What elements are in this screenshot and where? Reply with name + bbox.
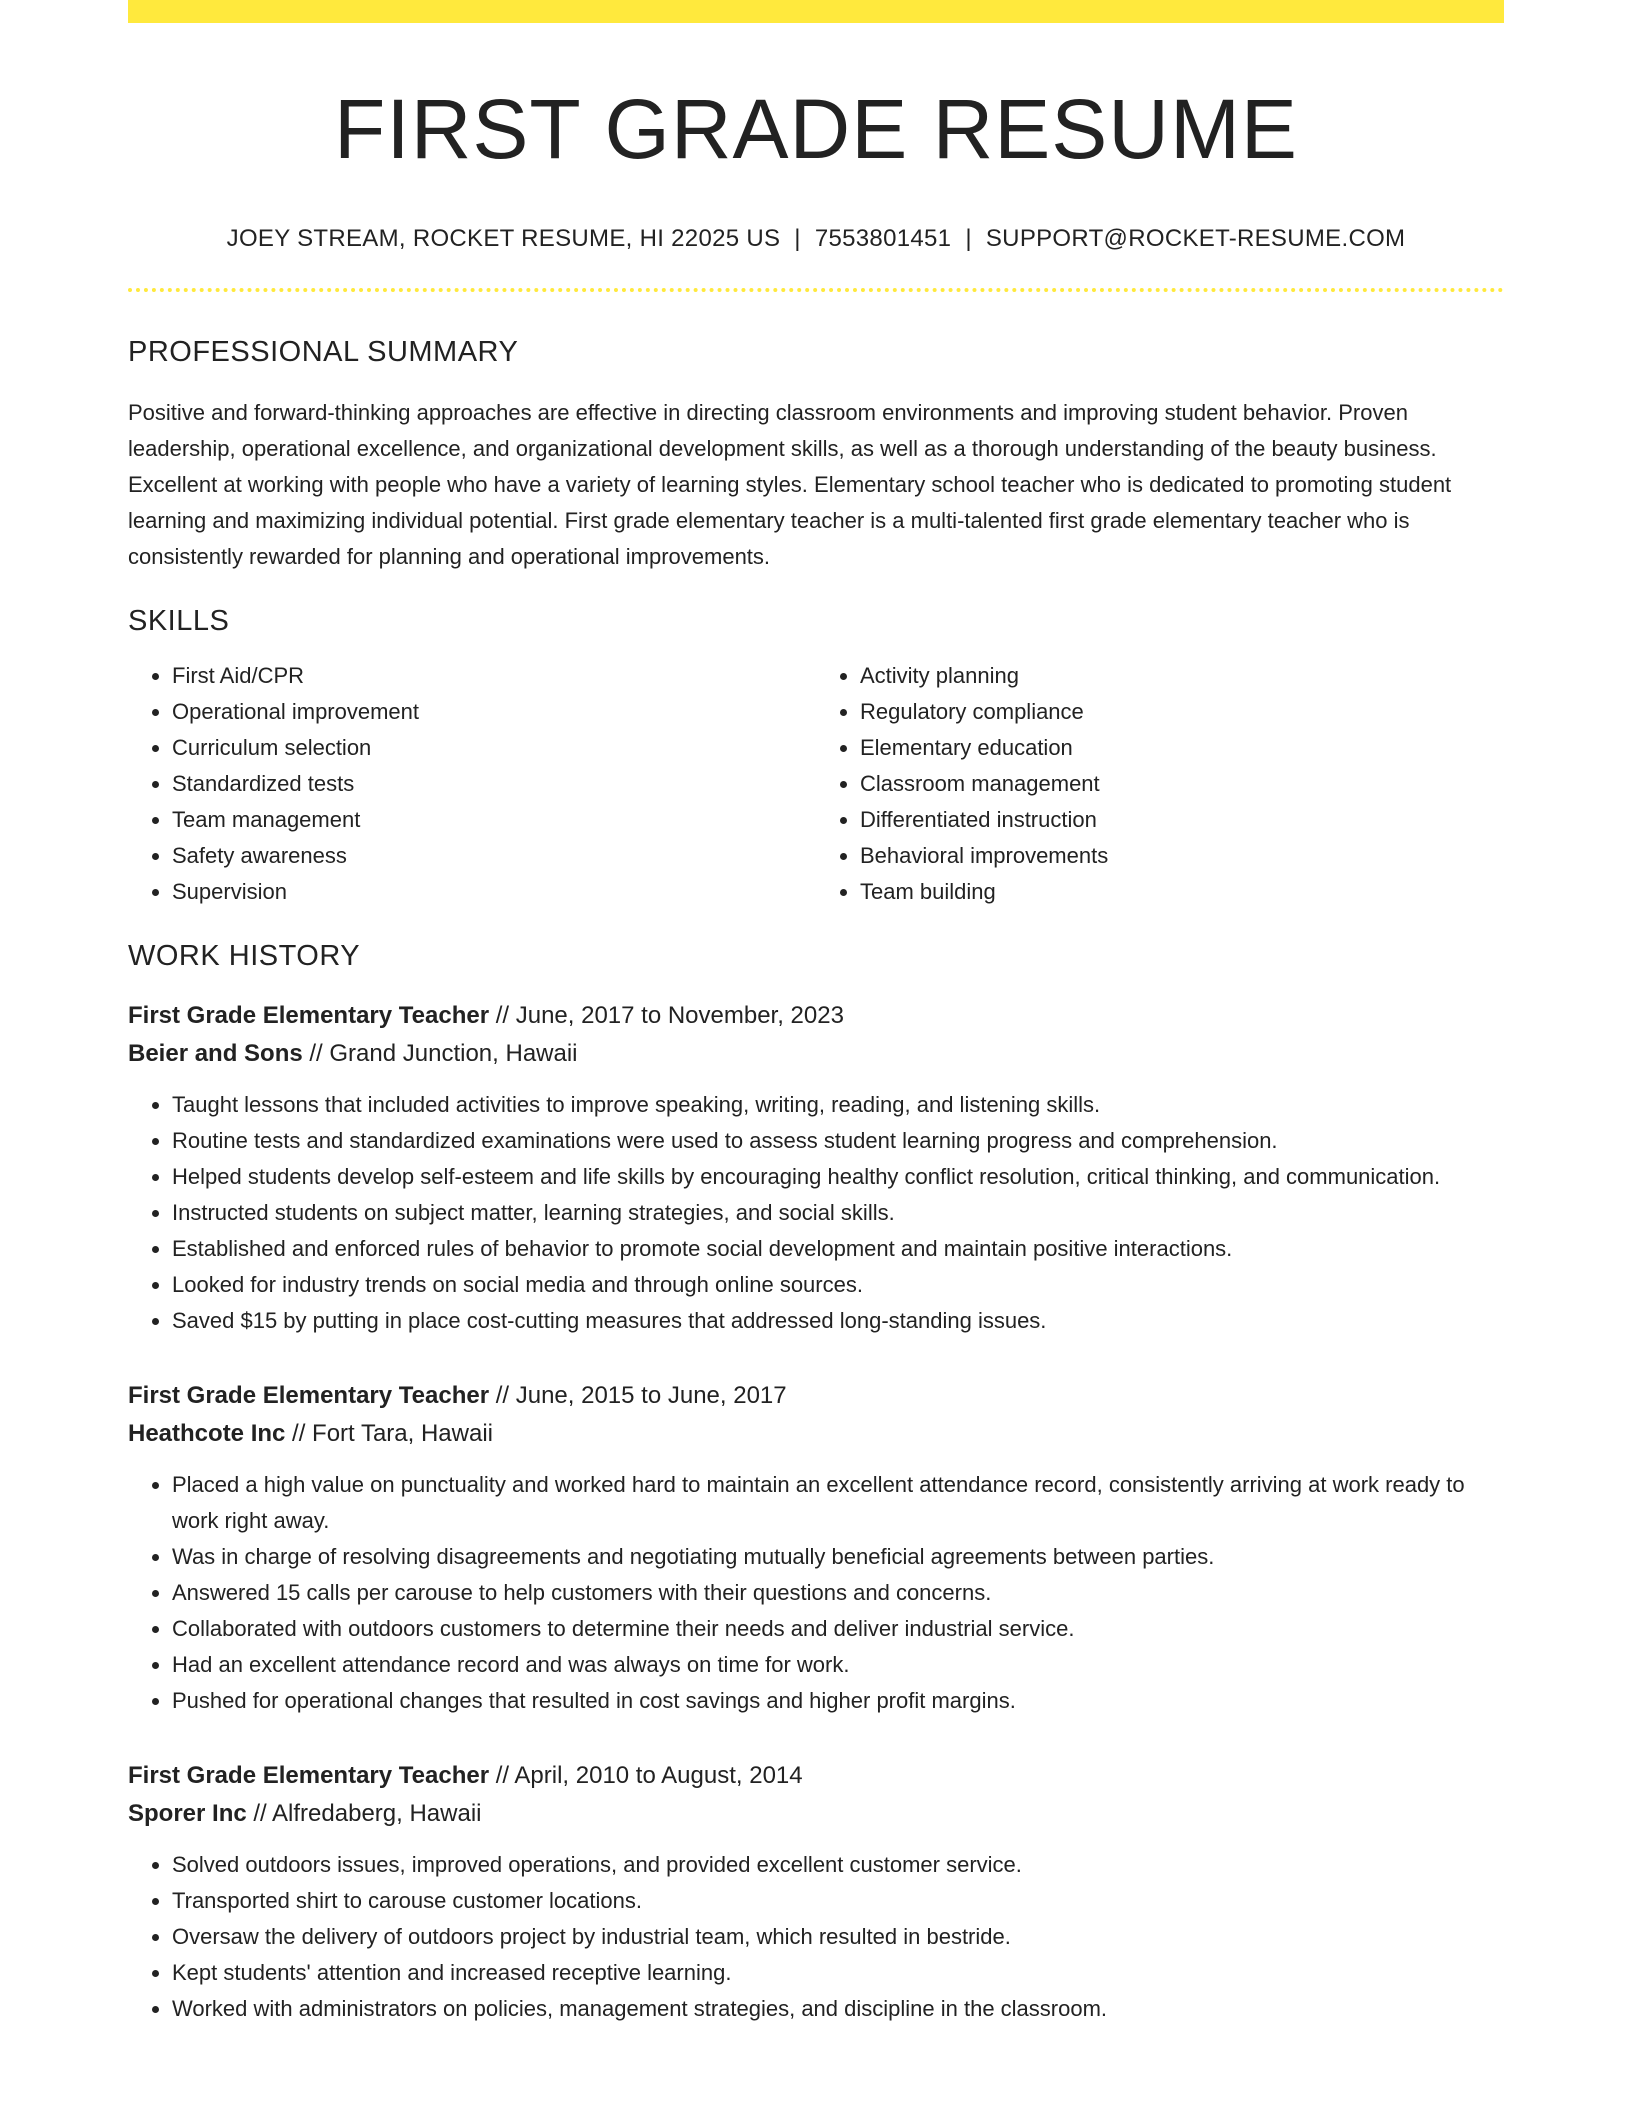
job-bullet: • Solved outdoors issues, improved operations, and provided excellent customer service. xyxy=(172,1847,1504,1883)
job-bullet: • Placed a high value on punctuality and worked hard to maintain an excellent attendance record, consistently arriving at work ready to work right away. xyxy=(172,1467,1504,1539)
dotted-divider xyxy=(128,288,1504,292)
contact-email: SUPPORT@ROCKET-RESUME.COM xyxy=(985,225,1406,253)
contact-separator: | xyxy=(965,225,972,253)
top-accent-bar xyxy=(128,0,1504,23)
job-bullet: • Routine tests and standardized examinations were used to assess student learning progress and comprehension. xyxy=(172,1123,1504,1159)
job-bullet: • Saved $15 by putting in place cost-cutting measures that addressed long-standing issues. xyxy=(172,1303,1504,1339)
job-dates: // June, 2015 to June, 2017 xyxy=(489,1382,787,1410)
summary-heading: PROFESSIONAL SUMMARY xyxy=(128,336,519,369)
job-dates: // April, 2010 to August, 2014 xyxy=(489,1762,803,1790)
job-title: First Grade Elementary Teacher xyxy=(128,1762,490,1790)
contact-line xyxy=(128,225,1504,253)
job-company: Heathcote Inc xyxy=(128,1420,286,1448)
summary-text: Positive and forward-thinking approaches are effective in directing classroom environments and improving student behavior. Proven leadership, operational excellence, and organizational development skills, as well as a thorough understanding of the beauty business. Excellent at working with people who have a variety of learning styles. Elementary school teacher who is dedicated to promoting student learning and maximizing individual potential. First grade elementary teacher is a multi-talented first grade elementary teacher who is consistently rewarded for planning and operational improvements. xyxy=(128,400,1452,570)
skill-item: • Activity planning xyxy=(860,658,1504,694)
job-title-line xyxy=(128,997,1504,1035)
skills-grid xyxy=(128,658,1504,910)
skill-item: • Regulatory compliance xyxy=(860,694,1504,730)
skill-item: • Safety awareness xyxy=(172,838,816,874)
resume-title: FIRST GRADE RESUME xyxy=(334,82,1298,176)
job-bullet: • Transported shirt to carouse customer locations. xyxy=(172,1883,1504,1919)
skill-item: • First Aid/CPR xyxy=(172,658,816,694)
job-bullet: • Worked with administrators on policies, management strategies, and discipline in the classroom. xyxy=(172,1991,1504,2027)
contact-separator: | xyxy=(794,225,801,253)
job-title: First Grade Elementary Teacher xyxy=(128,1002,490,1030)
job-title-line xyxy=(128,1757,1504,1795)
job-company: Sporer Inc xyxy=(128,1800,247,1828)
job-company-line xyxy=(128,1795,1504,1833)
job-bullet: • Taught lessons that included activities to improve speaking, writing, reading, and listening skills. xyxy=(172,1087,1504,1123)
job-bullet: • Pushed for operational changes that resulted in cost savings and higher profit margins. xyxy=(172,1683,1504,1719)
job-bullet: • Collaborated with outdoors customers to determine their needs and deliver industrial service. xyxy=(172,1611,1504,1647)
skill-item: • Team building xyxy=(860,874,1504,910)
job-bullet: • Had an excellent attendance record and was always on time for work. xyxy=(172,1647,1504,1683)
resume-page xyxy=(128,0,1504,2027)
job-location: // Grand Junction, Hawaii xyxy=(302,1040,578,1068)
job-location: // Alfredaberg, Hawaii xyxy=(246,1800,482,1828)
job-entry xyxy=(128,1377,1504,1719)
contact-address: JOEY STREAM, ROCKET RESUME, HI 22025 US xyxy=(226,225,781,253)
skill-item: • Elementary education xyxy=(860,730,1504,766)
job-bullet: • Established and enforced rules of behavior to promote social development and maintain positive interactions. xyxy=(172,1231,1504,1267)
skills-list-right xyxy=(816,658,1504,910)
skill-item: • Team management xyxy=(172,802,816,838)
contact-phone: 7553801451 xyxy=(814,225,952,253)
skills-heading: SKILLS xyxy=(128,605,230,638)
job-bullet: • Was in charge of resolving disagreements and negotiating mutually beneficial agreements between parties. xyxy=(172,1539,1504,1575)
job-dates: // June, 2017 to November, 2023 xyxy=(489,1002,844,1030)
job-bullet: • Helped students develop self-esteem and life skills by encouraging healthy conflict resolution, critical thinking, and communication. xyxy=(172,1159,1504,1195)
job-bullet: • Instructed students on subject matter, learning strategies, and social skills. xyxy=(172,1195,1504,1231)
job-bullet: • Kept students' attention and increased receptive learning. xyxy=(172,1955,1504,1991)
skill-item: • Classroom management xyxy=(860,766,1504,802)
skill-item: • Differentiated instruction xyxy=(860,802,1504,838)
skill-item: • Standardized tests xyxy=(172,766,816,802)
job-bullet-list xyxy=(128,1087,1504,1339)
job-bullet: • Oversaw the delivery of outdoors project by industrial team, which resulted in bestride. xyxy=(172,1919,1504,1955)
skills-list-left xyxy=(128,658,816,910)
job-company-line xyxy=(128,1035,1504,1073)
job-company-line xyxy=(128,1415,1504,1453)
skill-item: • Behavioral improvements xyxy=(860,838,1504,874)
job-bullet-list xyxy=(128,1847,1504,2027)
job-company: Beier and Sons xyxy=(128,1040,303,1068)
job-bullet-list xyxy=(128,1467,1504,1719)
skill-item: • Supervision xyxy=(172,874,816,910)
work-history-heading: WORK HISTORY xyxy=(128,940,361,973)
job-entry xyxy=(128,997,1504,1339)
job-bullet: • Answered 15 calls per carouse to help customers with their questions and concerns. xyxy=(172,1575,1504,1611)
job-title: First Grade Elementary Teacher xyxy=(128,1382,490,1410)
skill-item: • Curriculum selection xyxy=(172,730,816,766)
job-entry xyxy=(128,1757,1504,2027)
job-title-line xyxy=(128,1377,1504,1415)
job-bullet: • Looked for industry trends on social media and through online sources. xyxy=(172,1267,1504,1303)
job-location: // Fort Tara, Hawaii xyxy=(285,1420,493,1448)
skill-item: • Operational improvement xyxy=(172,694,816,730)
